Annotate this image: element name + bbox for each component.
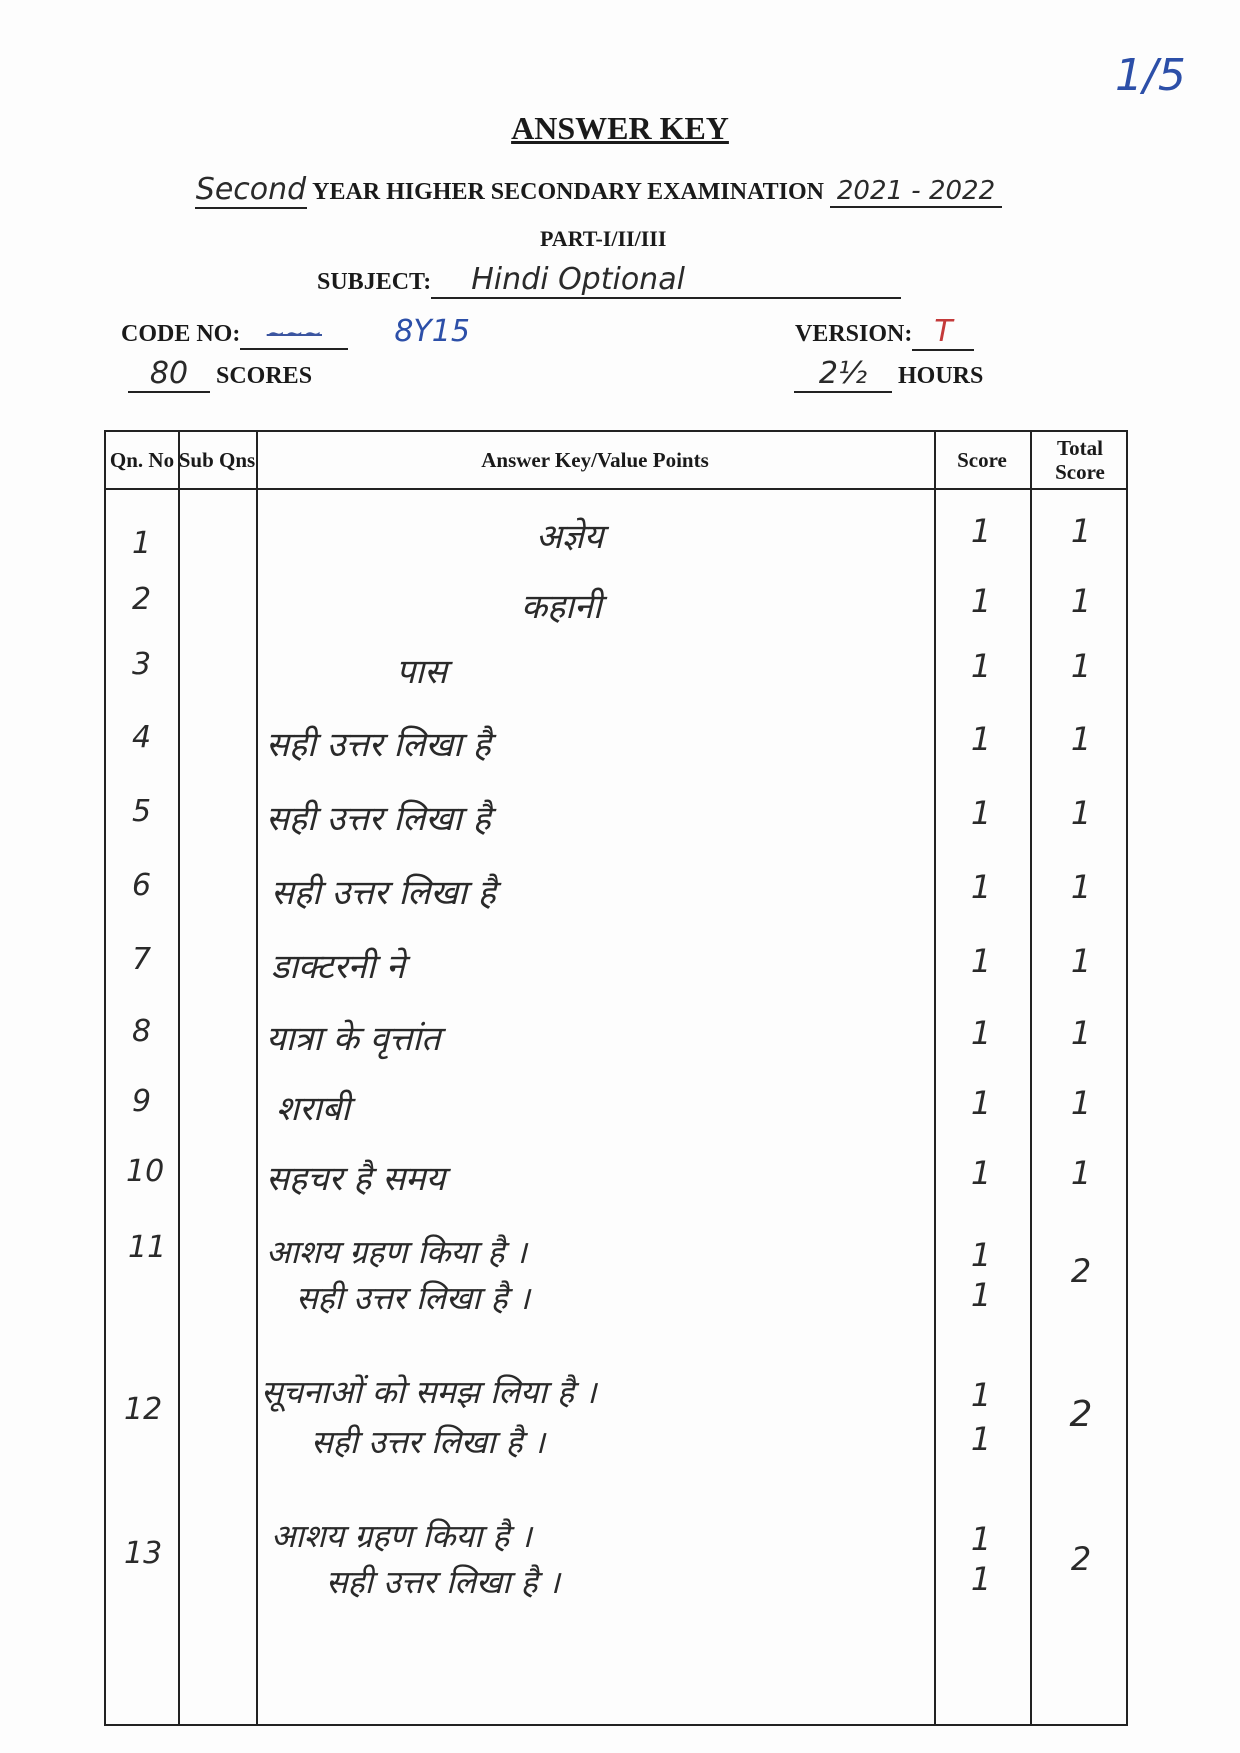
- answer-text: सही उत्तर लिखा है: [271, 873, 496, 913]
- question-number: 10: [126, 1154, 165, 1189]
- subject-label: SUBJECT:: [317, 269, 432, 295]
- column-divider: [1030, 432, 1032, 1724]
- hours-field: [794, 356, 892, 393]
- answer-text: सही उत्तर लिखा है ।: [311, 1423, 545, 1461]
- hours-value: 2½: [818, 356, 868, 391]
- score-value: 1: [970, 1376, 992, 1414]
- question-number: 9: [132, 1084, 152, 1119]
- header-sub: Sub Qns: [178, 448, 256, 472]
- total-score: 1: [1070, 942, 1092, 980]
- total-score: 1: [1070, 1014, 1092, 1052]
- score-value: 1: [970, 1560, 992, 1598]
- total-score: 1: [1070, 1084, 1092, 1122]
- header-qn: Qn. No: [109, 448, 175, 472]
- score-value: 1: [970, 1084, 992, 1122]
- scores-value: 80: [149, 356, 189, 391]
- score-value: 1: [970, 720, 992, 758]
- document-title: [0, 110, 1240, 147]
- part-label: PART-I/II/III: [540, 226, 667, 251]
- total-score: 1: [1070, 720, 1092, 758]
- page-number: 1/5: [1115, 50, 1186, 101]
- version-value: T: [934, 314, 953, 349]
- question-number: 2: [132, 582, 152, 617]
- version-line: [795, 314, 974, 351]
- score-value: 1: [970, 942, 992, 980]
- year-field: [195, 172, 307, 209]
- total-score: 1: [1070, 1154, 1092, 1192]
- score-value: 1: [970, 868, 992, 906]
- total-score: 2: [1070, 1252, 1092, 1290]
- header-total: Total Score: [1055, 436, 1105, 484]
- subject-line: [317, 262, 901, 299]
- scores-field: [128, 356, 210, 393]
- question-number: 1: [132, 526, 152, 561]
- year-value: Second: [195, 172, 307, 207]
- answer-text: डाक्टरनी ने: [271, 947, 405, 987]
- score-value: 1: [970, 1014, 992, 1052]
- total-score: 2: [1070, 1540, 1092, 1578]
- question-number: 3: [132, 647, 152, 682]
- subject-value: Hindi Optional: [471, 262, 685, 297]
- hours-label: HOURS: [898, 363, 984, 389]
- column-divider: [178, 432, 180, 1724]
- question-number: 11: [128, 1230, 167, 1265]
- answer-text: सही उत्तर लिखा है: [266, 799, 491, 839]
- code-field: [240, 321, 348, 350]
- score-value: 1: [970, 647, 992, 685]
- exam-label: YEAR HIGHER SECONDARY EXAMINATION: [312, 179, 824, 205]
- header-answer: Answer Key/Value Points: [481, 448, 709, 472]
- answer-text: आशय ग्रहण किया है ।: [271, 1517, 532, 1555]
- score-value: 1: [970, 582, 992, 620]
- score-value: 1: [970, 794, 992, 832]
- column-divider: [256, 432, 258, 1724]
- score-value: 1: [970, 1420, 992, 1458]
- score-value: 1: [970, 1276, 992, 1314]
- answer-text: सही उत्तर लिखा है: [266, 725, 491, 765]
- code-value: 8Y15: [394, 314, 470, 349]
- code-struck-scribble-icon: ~~~: [266, 322, 322, 347]
- answer-text: आशय ग्रहण किया है ।: [266, 1233, 527, 1271]
- score-value: 1: [970, 1520, 992, 1558]
- version-label: VERSION:: [795, 321, 913, 347]
- answer-text: सहचर है समय: [266, 1159, 446, 1199]
- answer-text: सही उत्तर लिखा है ।: [326, 1563, 560, 1601]
- hours-line: [794, 356, 983, 393]
- subject-field: [431, 262, 901, 299]
- total-score: 1: [1070, 868, 1092, 906]
- answer-text: सही उत्तर लिखा है ।: [296, 1279, 530, 1317]
- question-number: 6: [132, 868, 152, 903]
- answer-text: अज्ञेय: [536, 517, 604, 557]
- total-score: 1: [1070, 794, 1092, 832]
- answer-text: पास: [396, 652, 448, 692]
- question-number: 5: [132, 794, 152, 829]
- version-field: [912, 314, 974, 351]
- scores-line: [128, 356, 312, 393]
- score-value: 1: [970, 1154, 992, 1192]
- total-score: 1: [1070, 512, 1092, 550]
- answer-text: सूचनाओं को समझ लिया है ।: [261, 1373, 597, 1411]
- answer-text: शराबी: [276, 1089, 351, 1129]
- title-text: ANSWER KEY: [511, 110, 729, 146]
- scores-label: SCORES: [216, 363, 313, 389]
- question-number: 7: [132, 942, 152, 977]
- question-number: 12: [124, 1392, 163, 1427]
- header-score: Score: [957, 448, 1007, 472]
- total-score: 1: [1070, 582, 1092, 620]
- question-number: 8: [132, 1014, 152, 1049]
- code-label: CODE NO:: [121, 321, 241, 347]
- session-value: 2021 - 2022: [836, 176, 996, 206]
- exam-line: [195, 172, 1002, 209]
- question-number: 13: [124, 1536, 163, 1571]
- header-divider: [106, 488, 1126, 490]
- session-field: [830, 176, 1002, 208]
- total-score: 1: [1070, 647, 1092, 685]
- answer-text: कहानी: [521, 587, 602, 627]
- column-divider: [934, 432, 936, 1724]
- answer-table: [104, 430, 1128, 1726]
- total-score: 2: [1069, 1394, 1093, 1435]
- question-number: 4: [132, 720, 152, 755]
- answer-text: यात्रा के वृत्तांत: [266, 1019, 441, 1059]
- code-line: [121, 314, 470, 350]
- score-value: 1: [970, 1236, 992, 1274]
- score-value: 1: [970, 512, 992, 550]
